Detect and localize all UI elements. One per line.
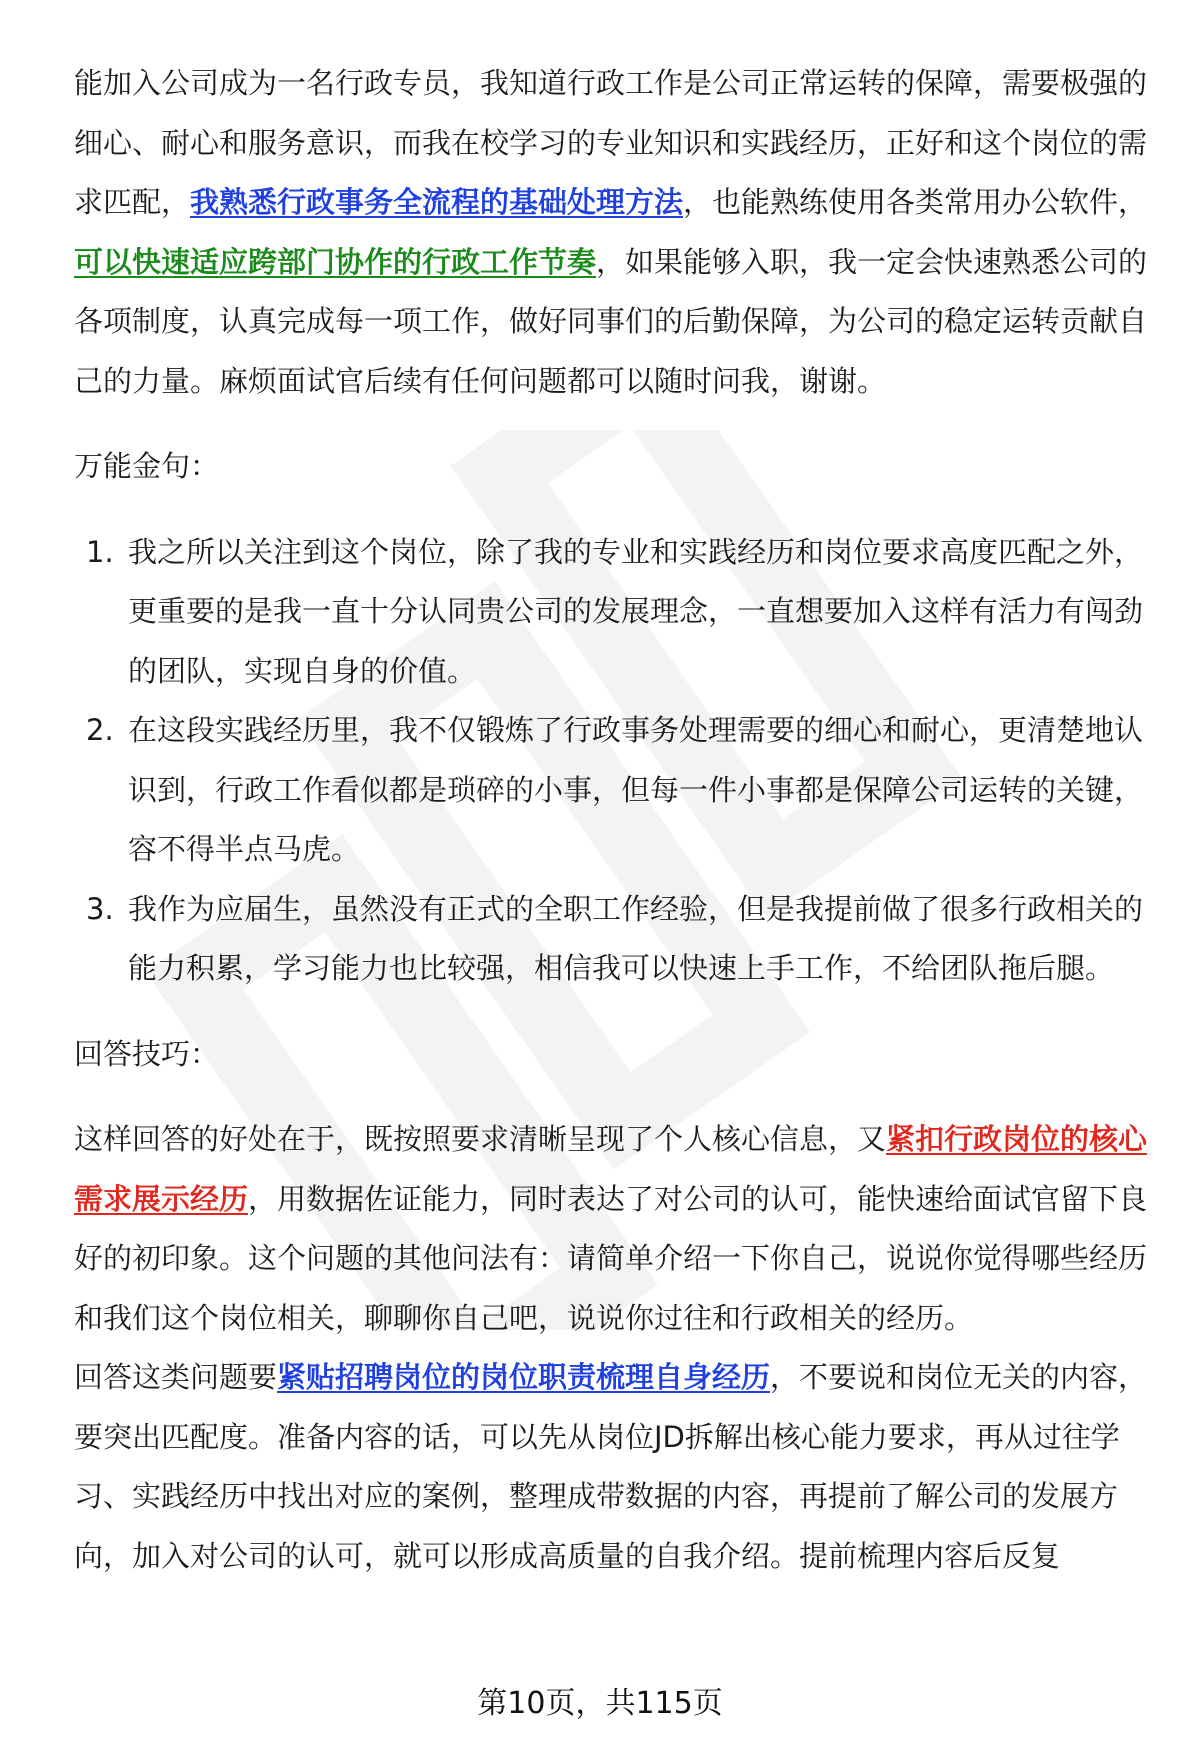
- tips-paragraph-1: [74, 1110, 1152, 1348]
- golden-list: [74, 523, 1152, 999]
- intro-text-3: ，如果能够入职，我一定会快速熟悉公司的各项制度，认真完成每一项工作，做好同事们的后勤保障，为公司的稳定运转贡献自己的力量。麻烦面试官后续有任何问题都可以随时问我，谢谢。: [74, 244, 1148, 398]
- list-number: 3.: [86, 891, 114, 926]
- list-number: 2.: [86, 713, 114, 747]
- intro-highlight-green: 可以快速适应跨部门协作的行政工作节奏: [74, 244, 597, 279]
- tips-text-1: 这样回答的好处在于，既按照要求清晰呈现了个人核心信息，又: [74, 1122, 887, 1156]
- golden-item-text: 在这段实践经历里，我不仅锻炼了行政事务处理需要的细心和耐心，更清楚地认识到，行政工作看似都是琐碎的小事，但每一件小事都是保障公司运转的关键，容不得半点马虎。: [128, 713, 1144, 866]
- page-footer: 第10页，共115页: [477, 1686, 723, 1721]
- tips-highlight-blue: 紧贴招聘岗位的岗位职责梳理自身经历: [277, 1360, 771, 1394]
- tips-highlight-red: 紧扣行政岗位的核心需求展示经历: [74, 1122, 1148, 1216]
- golden-item-2: [74, 701, 1152, 880]
- intro-paragraph: [74, 54, 1152, 411]
- intro-text-1: 能加入公司成为一名行政专员，我知道行政工作是公司正常运转的保障，需要极强的细心、耐心和服务意识，而我在校学习的专业知识和实践经历，正好和这个岗位的需求匹配，: [74, 66, 1148, 219]
- list-number: 1.: [86, 534, 114, 569]
- tips-text-3: 回答这类问题要: [74, 1360, 278, 1394]
- golden-item-3: [74, 880, 1152, 999]
- intro-highlight-blue: 我熟悉行政事务全流程的基础处理方法: [190, 185, 684, 219]
- tips-text-4: ，不要说和岗位无关的内容，要突出匹配度。准备内容的话，可以先从岗位JD拆解出核心能力要求，再从过往学习、实践经历中找出对应的案例，整理成带数据的内容，再提前了解公司的发展方向，加入对公司的认可，就可以形成高质量的自我介绍。提前梳理内容后反复: [74, 1360, 1148, 1573]
- document-page: [74, 54, 1152, 1586]
- golden-item-text: 我作为应届生，虽然没有正式的全职工作经验，但是我提前做了很多行政相关的能力积累，学习能力也比较强，相信我可以快速上手工作，不给团队拖后腿。: [128, 891, 1144, 985]
- intro-text-2: ，也能熟练使用各类常用办公软件，: [683, 185, 1148, 219]
- tips-text-2: ，用数据佐证能力，同时表达了对公司的认可，能快速给面试官留下良好的初印象。这个问题的其他问法有：请简单介绍一下你自己，说说你觉得哪些经历和我们这个岗位相关，聊聊你自己吧，说说你过往和行政相关的经历。: [74, 1181, 1148, 1335]
- tips-paragraph-2: [74, 1348, 1152, 1586]
- tips-heading: 回答技巧：: [74, 1036, 220, 1071]
- golden-item-text: 我之所以关注到这个岗位，除了我的专业和实践经历和岗位要求高度匹配之外，更重要的是我一直十分认同贵公司的发展理念，一直想要加入这样有活力有闯劲的团队，实现自身的价值。: [128, 534, 1144, 688]
- golden-item-1: [74, 523, 1152, 702]
- golden-heading: 万能金句：: [74, 449, 220, 483]
